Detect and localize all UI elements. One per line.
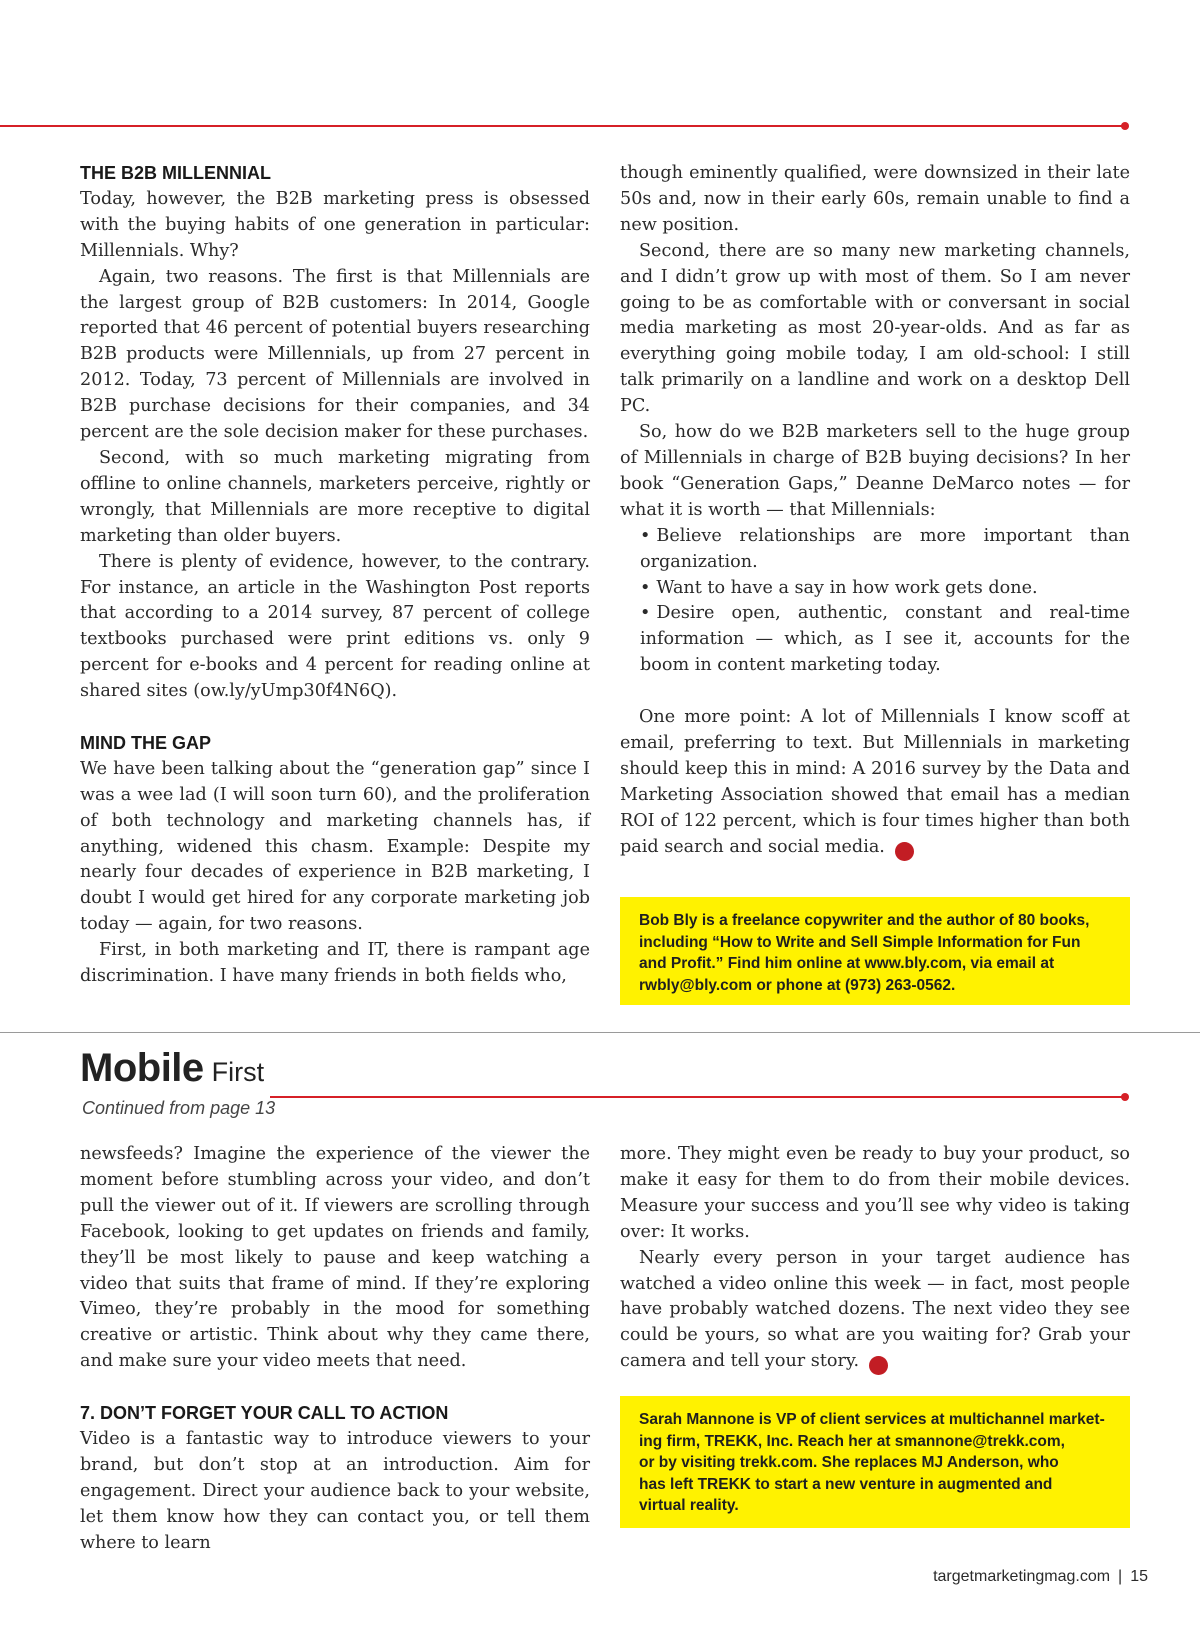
continued-from-label: Continued from page 13 xyxy=(82,1098,276,1118)
author-bio-box xyxy=(620,1396,1130,1528)
bio-line: Bob Bly is a freelance copywriter and the author of 80 books, xyxy=(639,912,1090,929)
section-divider xyxy=(0,1032,1200,1033)
header-rule xyxy=(0,125,1126,127)
list-item: • Believe relationships are more important than organization. xyxy=(640,525,1130,572)
heading-b2b-millennial: THE B2B MILLENNIAL xyxy=(80,163,271,183)
bio-line: ing firm, TREKK, Inc. Reach her at smannone@trekk.com, xyxy=(639,1432,1065,1450)
footer-separator: | xyxy=(1118,1568,1123,1585)
bio-line: rwbly@bly.com or phone at (973) 263-0562. xyxy=(639,976,956,994)
paragraph: There is plenty of evidence, however, to the contrary. For instance, an article in the Washington Post reports that according to a 2014 survey, 87 percent of college textbooks purchased were print editions vs. only 9 percent for e-books and 4 percent for reading online at shared sites (ow.ly/yUmp30f4N6Q). xyxy=(80,551,590,702)
bio-line: Sarah Mannone is VP of client services at multichannel market- xyxy=(639,1411,1105,1428)
bullet-icon: • xyxy=(640,577,651,598)
list-item: • Want to have a say in how work gets done. xyxy=(640,577,1038,598)
top-article-right-column xyxy=(620,161,1130,861)
author-bio-box xyxy=(620,897,1130,1005)
paragraph: Second, there are so many new marketing channels, and I didn’t grow up with most of them. So I am never going to be as comfortable with or conversant in social media marketing as most 20-year-olds. And as far as everything going mobile today, I am old-school: I still talk primarily on a landline and work on a desktop Dell PC. xyxy=(620,240,1130,417)
paragraph: Today, however, the B2B marketing press is obsessed with the buying habits of one generation in particular: Millennials. Why? xyxy=(80,188,590,261)
bullet-icon: • xyxy=(640,603,651,624)
bio-line: or by visiting trekk.com. She replaces MJ Anderson, who xyxy=(639,1454,1059,1471)
paragraph: Video is a fantastic way to introduce viewers to your brand, but don’t stop at an introduction. Aim for engagement. Direct your audience back to your website, let them know how they can contact you, or tell them where to learn xyxy=(80,1428,590,1553)
paragraph: though eminently qualified, were downsized in their late 50s and, now in their early 60s, remain unable to find a new position. xyxy=(620,163,1130,235)
paragraph: Again, two reasons. The first is that Millennials are the largest group of B2B customers: In 2014, Google reported that 46 percent of potential buyers researching B2B products were Millennials, up from 27 percent in 2012. Today, 73 percent of Millennials are involved in B2B purchase decisions for their companies, and 34 percent are the sole decision maker for these purchases. xyxy=(80,266,590,443)
bio-line: virtual reality. xyxy=(639,1497,739,1514)
paragraph: So, how do we B2B marketers sell to the huge group of Millennials in charge of B2B buying decisions? In her book “Generation Gaps,” Deanne DeMarco notes — for what it is worth — that Millennials: xyxy=(620,422,1130,520)
page-number: 15 xyxy=(1130,1568,1148,1585)
list-item: • Desire open, authentic, constant and real-time information — which, as I see it, accounts for the boom in content marketing today. xyxy=(640,603,1130,676)
section-title-bold: Mobile xyxy=(80,1046,204,1090)
paragraph: newsfeeds? Imagine the experience of the viewer the moment before stumbling across your video, and don’t pull the viewer out of it. If viewers are scrolling through Facebook, looking to get updates on friends and family, they’ll be most likely to pause and keep watching a video that suits that frame of mind. If they’re exploring Vimeo, they’re probably in the mood for something creative or artistic. Think about why they came there, and make sure your video meets that need. xyxy=(80,1144,590,1372)
bullet-list xyxy=(620,524,1130,679)
heading-mind-the-gap: MIND THE GAP xyxy=(80,732,212,753)
paragraph: One more point: A lot of Millennials I know scoff at email, preferring to text. But Millennials in marketing should keep this in mind: A 2016 survey by the Data and Marketing Association showed that email has a median ROI of 122 percent, which is four times higher than both paid search and social media. TM xyxy=(620,705,1130,861)
end-mark-icon: TM xyxy=(895,842,914,861)
rule-end-dot xyxy=(1121,1093,1129,1101)
paragraph: First, in both marketing and IT, there is rampant age discrimination. I have many friends in both fields who, xyxy=(80,940,590,987)
end-mark-icon: TM xyxy=(869,1356,888,1375)
section-rule xyxy=(270,1096,1126,1098)
footer-site: targetmarketingmag.com xyxy=(933,1568,1111,1585)
paragraph: Second, with so much marketing migrating from offline to online channels, marketers perceive, rightly or wrongly, that Millennials are more receptive to digital marketing than older buyers. xyxy=(80,447,590,546)
paragraph: Nearly every person in your target audience has watched a video online this week — in fact, most people have probably watched dozens. The next video they see could be yours, so what are you waiting for? Grab your camera and tell your story. TM xyxy=(620,1246,1130,1376)
page-footer xyxy=(933,1568,1148,1586)
heading-call-to-action: 7. DON’T FORGET YOUR CALL TO ACTION xyxy=(80,1403,449,1424)
bottom-article-right-column xyxy=(620,1142,1130,1375)
top-article-left-column xyxy=(80,161,590,990)
bio-line: has left TREKK to start a new venture in augmented and xyxy=(639,1475,1053,1493)
section-title xyxy=(80,1046,264,1091)
bottom-article-left-column xyxy=(80,1142,590,1556)
bio-line: including “How to Write and Sell Simple Information for Fun xyxy=(639,933,1081,951)
paragraph: We have been talking about the “generation gap” since I was a wee lad (I will soon turn 60), and the proliferation of both technology and marketing channels has, if anything, widened this chasm. Example: Despite my nearly four decades of experience in B2B marketing, I doubt I would get hired for any corporate marketing job today — again, for two reasons. xyxy=(80,758,590,935)
bullet-icon: • xyxy=(640,525,651,546)
section-title-light: First xyxy=(211,1057,265,1087)
paragraph: more. They might even be ready to buy your product, so make it easy for them to do from their mobile devices. Measure your success and you’ll see why video is taking over: It works. xyxy=(620,1144,1130,1242)
rule-end-dot xyxy=(1121,122,1129,130)
bio-line: and Profit.” Find him online at www.bly.com, via email at xyxy=(639,955,1055,972)
